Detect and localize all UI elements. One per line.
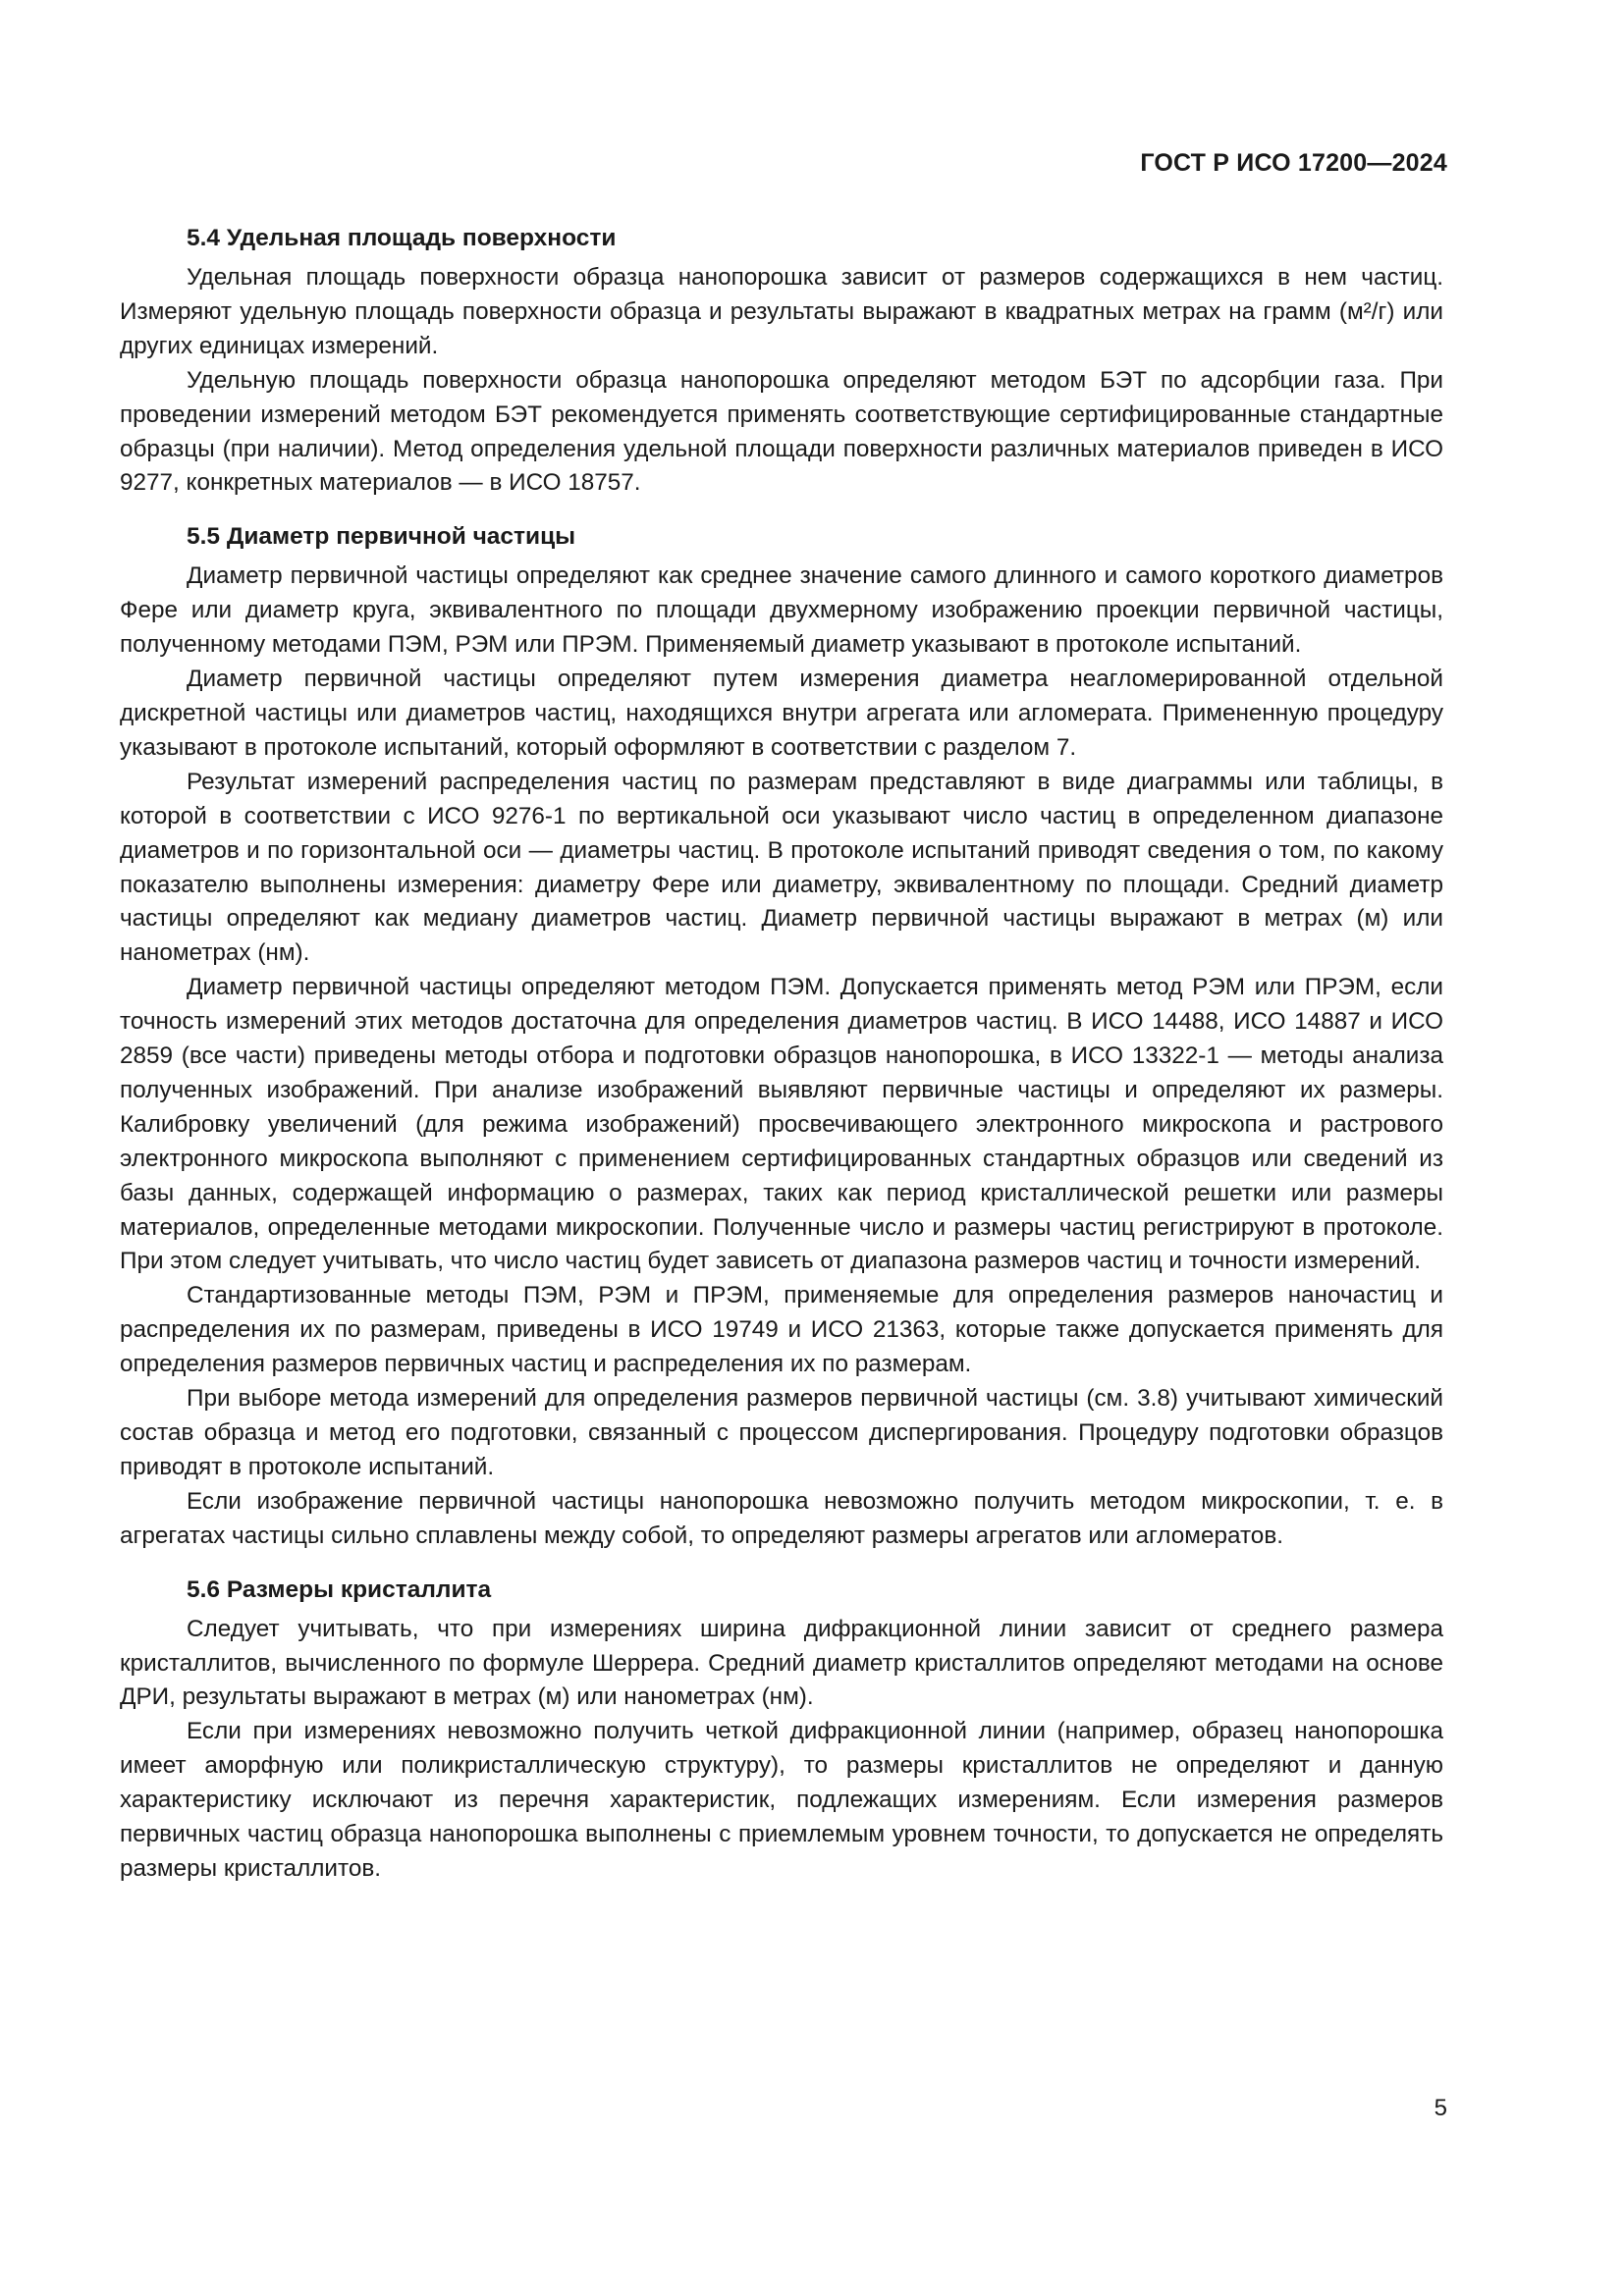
section-title: 5.5 Диаметр первичной частицы xyxy=(187,523,576,551)
page-number: 5 xyxy=(1434,2095,1447,2121)
section-title: 5.4 Удельная площадь поверхности xyxy=(187,225,617,251)
section-5-6 xyxy=(120,1574,1443,1887)
paragraph: Удельная площадь поверхности образца нанопорошка зависит от размеров содержащихся в нем частиц. Измеряют удельную площадь поверхности образца и результаты выражают в квадратных метрах на грамм (м²/г) или других единицах измерений. xyxy=(120,264,1443,359)
paragraph: Если при измерениях невозможно получить четкой дифракционной линии (например, образец нанопорошка имеет аморфную или поликристаллическую структуру), то размеры кристаллитов не определяют и данную характеристику исключают из перечня характеристик, подлежащих измерениям. Если измерения размеров первичных частиц образца нанопорошка выполнены с приемлемым уровнем точности, то допускается не определять размеры кристаллитов. xyxy=(120,1718,1443,1882)
paragraph: Стандартизованные методы ПЭМ, РЭМ и ПРЭМ, применяемые для определения размеров наночастиц и распределения их по размерам, приведены в ИСО 19749 и ИСО 21363, которые также допускается применять для определения размеров первичных частиц и распределения их по размерам. xyxy=(120,1282,1443,1378)
paragraph: Удельную площадь поверхности образца нанопорошка определяют методом БЭТ по адсорбции газа. При проведении измерений методом БЭТ рекомендуется применять соответствующие сертифицированные стандартные образцы (при наличии). Метод определения удельной площади поверхности различных материалов приведен в ИСО 9277, конкретных материалов — в ИСО 18757. xyxy=(120,366,1443,497)
document-body xyxy=(120,222,1443,1887)
section-5-5 xyxy=(120,520,1443,1553)
standard-code-header: ГОСТ Р ИСО 17200—2024 xyxy=(1140,149,1447,177)
paragraph: При выборе метода измерений для определения размеров первичной частицы (см. 3.8) учитывают химический состав образца и метод его подготовки, связанный с процессом диспергирования. Процедуру подготовки образцов приводят в протоколе испытаний. xyxy=(120,1385,1443,1480)
paragraph: Диаметр первичной частицы определяют путем измерения диаметра неагломерированной отдельной дискретной частицы или диаметров частиц, находящихся внутри агрегата или агломерата. Примененную процедуру указывают в протоколе испытаний, который оформляют в соответствии с разделом 7. xyxy=(120,666,1443,761)
paragraph: Если изображение первичной частицы нанопорошка невозможно получить методом микроскопии, т. е. в агрегатах частицы сильно сплавлены между собой, то определяют размеры агрегатов или агломератов. xyxy=(120,1487,1443,1549)
paragraph: Результат измерений распределения частиц по размерам представляют в виде диаграммы или таблицы, в которой в соответствии с ИСО 9276-1 по вертикальной оси указывают число частиц в определенном диапазоне диаметров и по горизонтальной оси — диаметры частиц. В протоколе испытаний приводят сведения о том, по какому показателю выполнены измерения: диаметру Фере или диаметру, эквивалентному по площади. Средний диаметр частицы определяют как медиану диаметров частиц. Диаметр первичной частицы выражают в метрах (м) или нанометрах (нм). xyxy=(120,768,1443,967)
section-5-4 xyxy=(120,222,1443,501)
section-title: 5.6 Размеры кристаллита xyxy=(187,1575,492,1603)
paragraph: Диаметр первичной частицы определяют как среднее значение самого длинного и самого короткого диаметров Фере или диаметр круга, эквивалентного по площади двухмерному изображению проекции первичной частицы, полученному методами ПЭМ, РЭМ или ПРЭМ. Применяемый диаметр указывают в протоколе испытаний. xyxy=(120,562,1443,659)
paragraph: Диаметр первичной частицы определяют методом ПЭМ. Допускается применять метод РЭМ или ПРЭМ, если точность измерений этих методов достаточна для определения диаметров частиц. В ИСО 14488, ИСО 14887 и ИСО 2859 (все части) приведены методы отбора и подготовки образцов нанопорошка, в ИСО 13322-1 — методы анализа полученных изображений. При анализе изображений выявляют первичные частицы и определяют их размеры. Калибровку увеличений (для режима изображений) просвечивающего электронного микроскопа и растрового электронного микроскопа выполняют с применением сертифицированных стандартных образцов или сведений из базы данных, содержащей информацию о размерах, таких как период кристаллической решетки или размеры материалов, определенные методами микроскопии. Полученные число и размеры частиц регистрируют в протоколе. При этом следует учитывать, что число частиц будет зависеть от диапазона размеров частиц и точности измерений. xyxy=(120,974,1443,1275)
paragraph: Следует учитывать, что при измерениях ширина дифракционной линии зависит от среднего размера кристаллитов, вычисленного по формуле Шеррера. Средний диаметр кристаллитов определяют методами на основе ДРИ, результаты выражают в метрах (м) или нанометрах (нм). xyxy=(120,1615,1443,1711)
